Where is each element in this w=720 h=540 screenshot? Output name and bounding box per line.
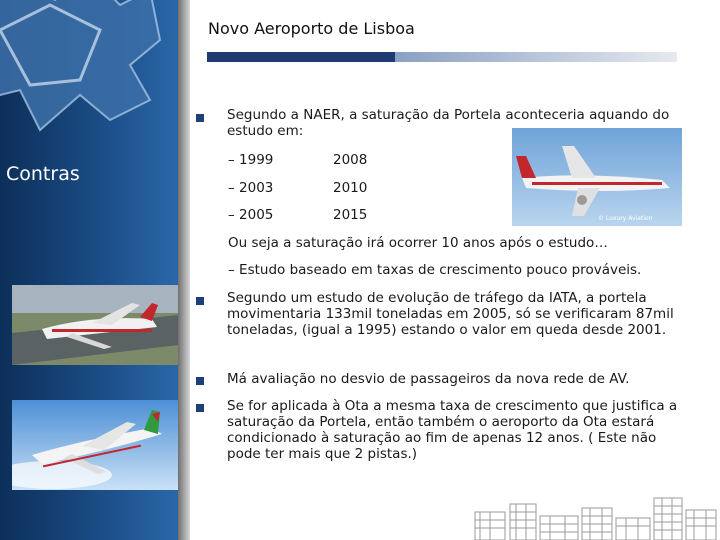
- sidebar-edge-stripe: [178, 0, 190, 540]
- title-underline-bar: [207, 52, 677, 62]
- saturation-year: 2015: [333, 207, 368, 223]
- bullet-marker: [196, 114, 204, 122]
- study-year: – 2005: [228, 207, 274, 223]
- note-text: – Estudo baseado em taxas de crescimento pouco prováveis.: [228, 262, 642, 278]
- bullet-text: Se for aplicada à Ota a mesma taxa de crescimento que justifica a saturação da Portela, então também o aeroporto da Ota estará condicionado à saturação ao fim de apenas 12 anos. ( Este não pode ter mais que 2 pistas.): [227, 398, 678, 462]
- conclusion-text: Ou seja a saturação irá ocorrer 10 anos após o estudo…: [228, 235, 608, 251]
- bullet-marker: [196, 297, 204, 305]
- bullet-marker: [196, 404, 204, 412]
- bullet-text: Má avaliação no desvio de passageiros da nova rede de AV.: [227, 371, 630, 387]
- saturation-year: 2010: [333, 180, 368, 196]
- section-label: Contras: [6, 163, 80, 185]
- tap-plane-photo: [512, 128, 682, 226]
- bullet-marker: [196, 377, 204, 385]
- flying-plane-photo: [12, 400, 178, 490]
- page-title: Novo Aeroporto de Lisboa: [208, 19, 415, 38]
- study-year: – 2003: [228, 180, 274, 196]
- saturation-year: 2008: [333, 152, 368, 168]
- sidebar-panel: [0, 0, 178, 540]
- gear-graphic-icon: [0, 0, 180, 140]
- photo-credit: © Luxury Aviation: [598, 215, 653, 222]
- buildings-sketch-icon: [470, 490, 720, 540]
- runway-plane-photo: [12, 285, 178, 365]
- bullet-text: Segundo um estudo de evolução de tráfego da IATA, a portela movimentaria 133mil toneladas em 2005, só se verificaram 87mil toneladas, (igual a 1995) estando o valor em queda desde 2001.: [227, 290, 674, 338]
- study-year: – 1999: [228, 152, 274, 168]
- bullet-text: Segundo a NAER, a saturação da Portela aconteceria aquando do estudo em:: [227, 107, 670, 139]
